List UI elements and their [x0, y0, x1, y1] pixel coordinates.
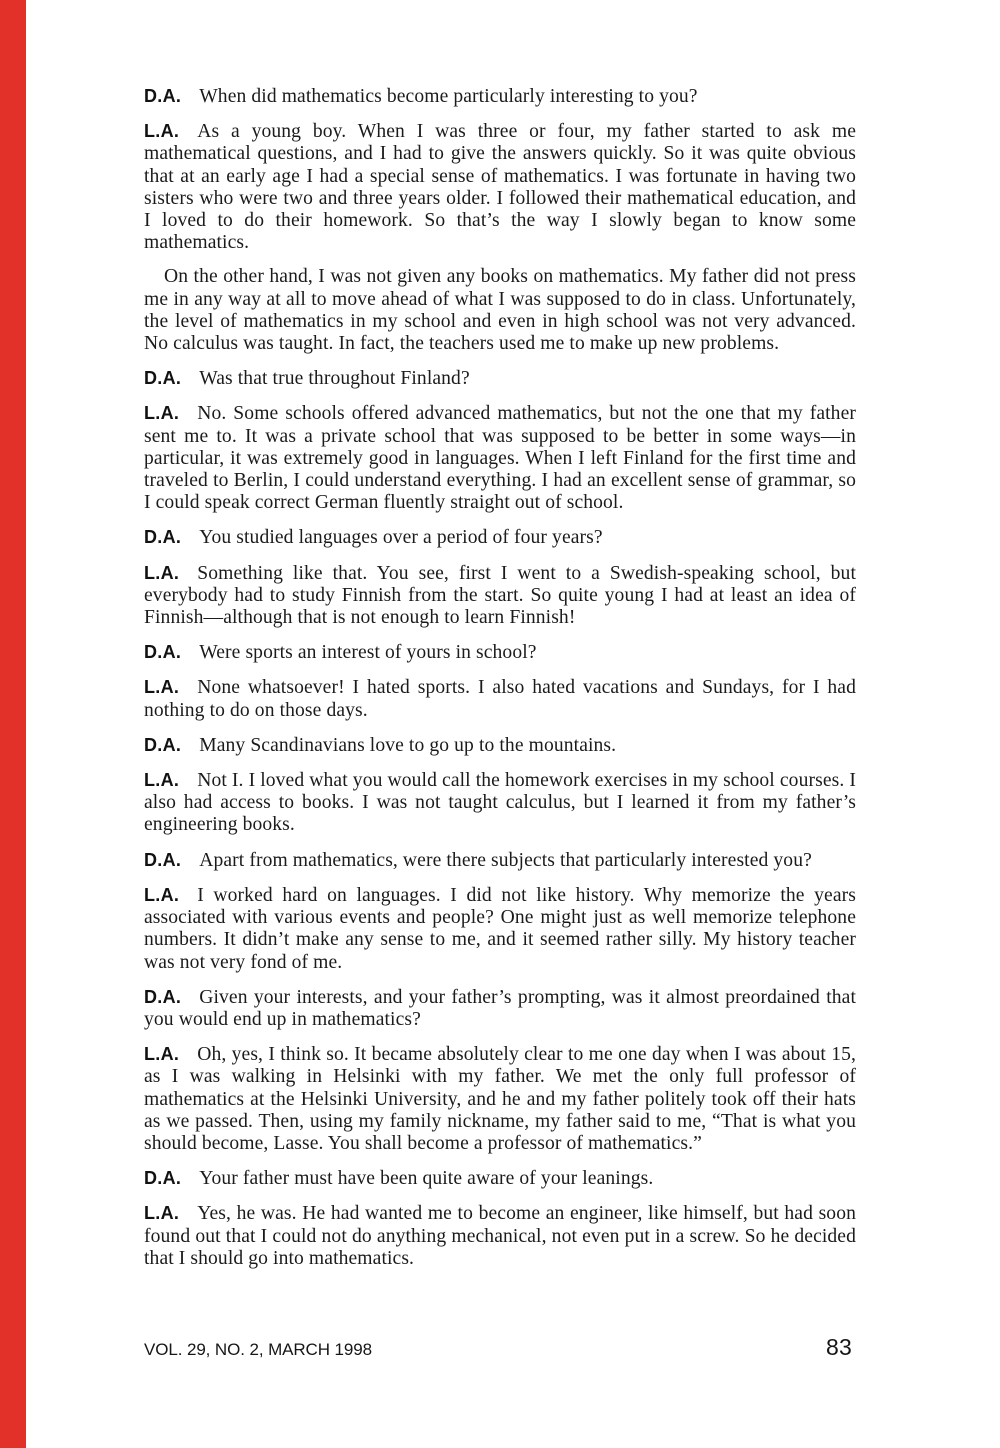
speaker-label: L.A.: [144, 1044, 180, 1065]
qa-block: [144, 526, 856, 549]
qa-block: [144, 1167, 856, 1190]
speaker-label: D.A.: [144, 734, 182, 755]
speech-text: Your father must have been quite aware of your leanings.: [199, 1168, 654, 1190]
qa-block: [144, 402, 856, 514]
qa-block: [144, 120, 856, 254]
qa-block: [144, 986, 856, 1031]
speaker-label: L.A.: [144, 884, 180, 905]
page-footer: [144, 1334, 852, 1361]
qa-block: [144, 769, 856, 837]
speech-text: You studied languages over a period of four years?: [199, 527, 603, 549]
speaker-label: D.A.: [144, 527, 182, 548]
qa-block: [144, 734, 856, 757]
speech-text: Oh, yes, I think so. It became absolutely clear to me one day when I was about 15, as I was walking in Helsinki with my father. We met the only full professor of mathematics at the Helsinki University, and he and my father politely took off their hats as we passed. Then, using my family nickname, my father said to me, “That is what you should become, Lasse. You shall become a professor of mathematics.”: [144, 1044, 856, 1154]
speech-text: On the other hand, I was not given any books on mathematics. My father did not press me in any way at all to move ahead of what I was supposed to do in class. Unfortunately, the level of mathematics in my school and even in high school was not very advanced. No calculus was taught. In fact, the teachers used me to make up new problems.: [144, 266, 856, 355]
qa-block: [144, 266, 856, 355]
qa-block: [144, 884, 856, 974]
speech-text: I worked hard on languages. I did not like history. Why memorize the years associated with various events and people? One might just as well memorize telephone numbers. It didn’t make any sense to me, and it seemed rather silly. My history teacher was not very fond of me.: [144, 884, 856, 973]
speech-text: As a young boy. When I was three or four, my father started to ask me mathematical questions, and I had to give the answers quickly. So it was quite obvious that at an early age I had a special sense of mathematics. I was fortunate in having two sisters who were two and three years older. I followed their mathematical education, and I loved to do their homework. So that’s the way I slowly began to know some mathematics.: [144, 121, 856, 254]
speech-text: Was that true throughout Finland?: [199, 368, 470, 390]
speaker-label: L.A.: [144, 403, 180, 424]
qa-block: [144, 676, 856, 721]
qa-block: [144, 641, 856, 664]
speaker-label: L.A.: [144, 1203, 180, 1224]
speaker-label: D.A.: [144, 642, 182, 663]
qa-block: [144, 1202, 856, 1270]
speech-text: Were sports an interest of yours in school?: [199, 642, 537, 664]
speech-text: Not I. I loved what you would call the homework exercises in my school courses. I also had access to books. I was not taught calculus, but I learned it from my father’s engineering books.: [144, 770, 856, 836]
speech-text: Many Scandinavians love to go up to the mountains.: [199, 734, 617, 756]
speaker-label: L.A.: [144, 562, 180, 583]
speech-text: Yes, he was. He had wanted me to become an engineer, like himself, but had soon found out that I could not do anything mechanical, not even put in a screw. So he decided that I should go into mathematics.: [144, 1203, 856, 1269]
speaker-label: D.A.: [144, 368, 182, 389]
interview-body: [144, 85, 856, 1270]
qa-block: [144, 367, 856, 390]
speaker-label: D.A.: [144, 849, 182, 870]
speaker-label: L.A.: [144, 121, 180, 142]
speech-text: Given your interests, and your father’s prompting, was it almost preordained that you would end up in mathematics?: [144, 986, 856, 1030]
volume-issue-date: VOL. 29, NO. 2, MARCH 1998: [144, 1340, 372, 1359]
page-number: 83: [826, 1334, 852, 1360]
qa-block: [144, 562, 856, 630]
speech-text: Something like that. You see, first I went to a Swedish-speaking school, but everybody had to study Finnish from the start. So quite young I had at least an idea of Finnish—although that is not enough to learn Finnish!: [144, 562, 856, 629]
scan-edge-red-bar: [0, 0, 26, 1448]
speaker-label: L.A.: [144, 677, 180, 698]
speaker-label: L.A.: [144, 770, 180, 791]
speech-text: No. Some schools offered advanced mathematics, but not the one that my father sent me to. It was a private school that was supposed to be better in some ways—in particular, it was extremely good in languages. When I left Finland for the first time and traveled to Berlin, I could understand everything. I had an excellent sense of grammar, so I could speak correct German fluently straight out of school.: [144, 403, 856, 514]
speaker-label: D.A.: [144, 1168, 182, 1189]
speech-text: Apart from mathematics, were there subjects that particularly interested you?: [199, 849, 812, 871]
qa-block: [144, 85, 856, 108]
speech-text: None whatsoever! I hated sports. I also hated vacations and Sundays, for I had nothing to do on those days.: [144, 677, 856, 721]
qa-block: [144, 1043, 856, 1155]
speaker-label: D.A.: [144, 86, 182, 106]
speaker-label: D.A.: [144, 986, 182, 1007]
qa-block: [144, 849, 856, 872]
speech-text: When did mathematics become particularly interesting to you?: [199, 86, 698, 107]
